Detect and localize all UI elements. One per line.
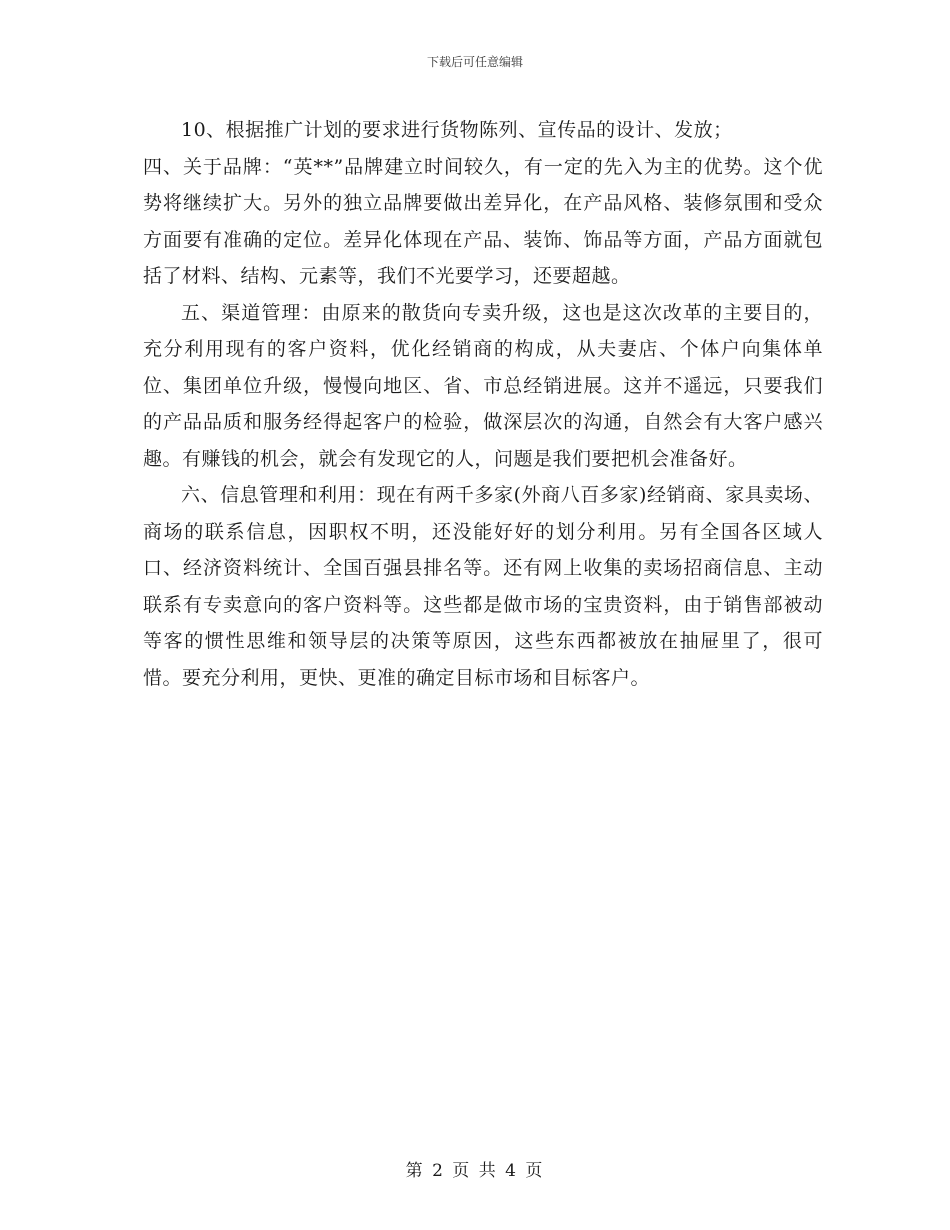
- paragraph-item-10: 10、根据推广计划的要求进行货物陈列、宣传品的设计、发放；: [181, 119, 733, 141]
- page-footer: 第 2 页 共 4 页: [405, 1161, 545, 1181]
- paragraph-channel-management: 五、渠道管理：由原来的散货向专卖升级，这也是这次改革的主要目的，充分利用现有的客户资料，优化经销商的构成，从夫妻店、个体户向集体单位、集团单位升级，慢慢向地区、省、市总经销进展。这并不遥远，只要我们的产品品质和服务经得起客户的检验，做深层次的沟通，自然会有大客户感兴趣。有赚钱的机会，就会有发现它的人，问题是我们要把机会准备好。: [143, 301, 823, 470]
- paragraph-brand: 四、关于品牌：“英**”品牌建立时间较久，有一定的先入为主的优势。这个优势将继续扩大。另外的独立品牌要做出差异化，在产品风格、装修氛围和受众方面要有准确的定位。差异化体现在产品、装饰、饰品等方面，产品方面就包括了材料、结构、元素等，我们不光要学习，还要超越。: [143, 155, 823, 287]
- page-header: 下载后可任意编辑: [426, 55, 523, 69]
- document-body: [143, 112, 823, 696]
- paragraph-information-management: 六、信息管理和利用：现在有两千多家(外商八百多家)经销商、家具卖场、商场的联系信息，因职权不明，还没能好好的划分利用。另有全国各区域人口、经济资料统计、全国百强县排名等。还有网上收集的卖场招商信息、主动联系有专卖意向的客户资料等。这些都是做市场的宝贵资料，由于销售部被动等客的惯性思维和领导层的决策等原因，这些东西都被放在抽屉里了，很可惜。要充分利用，更快、更准的确定目标市场和目标客户。: [143, 484, 823, 689]
